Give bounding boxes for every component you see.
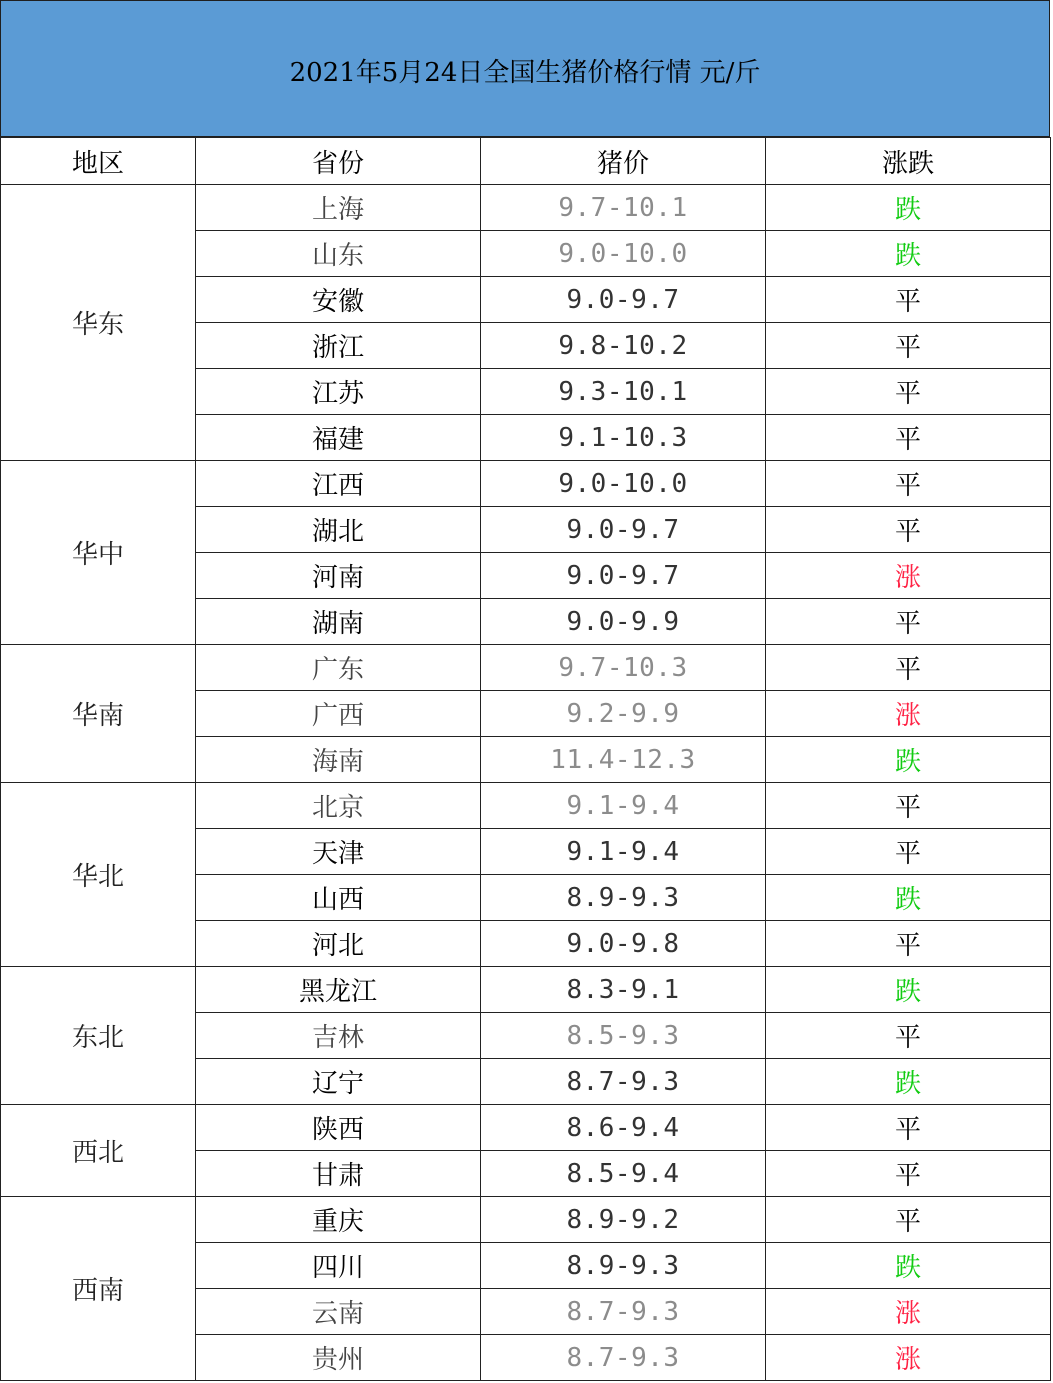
table-row xyxy=(1,783,1051,829)
province-cell: 安徽 xyxy=(196,277,481,323)
province-cell: 吉林 xyxy=(196,1013,481,1059)
province-cell: 海南 xyxy=(196,737,481,783)
change-cell: 平 xyxy=(766,783,1051,829)
price-cell: 8.5-9.3 xyxy=(481,1013,766,1059)
region-cell: 华北 xyxy=(1,783,196,967)
province-cell: 河南 xyxy=(196,553,481,599)
region-cell: 华南 xyxy=(1,645,196,783)
price-cell: 9.0-9.7 xyxy=(481,553,766,599)
province-cell: 江苏 xyxy=(196,369,481,415)
province-cell: 广西 xyxy=(196,691,481,737)
price-cell: 9.2-9.9 xyxy=(481,691,766,737)
price-cell: 9.1-9.4 xyxy=(481,829,766,875)
change-cell: 平 xyxy=(766,599,1051,645)
price-cell: 9.7-10.3 xyxy=(481,645,766,691)
change-cell: 平 xyxy=(766,277,1051,323)
change-cell: 跌 xyxy=(766,875,1051,921)
price-cell: 8.9-9.3 xyxy=(481,875,766,921)
price-cell: 8.3-9.1 xyxy=(481,967,766,1013)
province-cell: 重庆 xyxy=(196,1197,481,1243)
province-cell: 北京 xyxy=(196,783,481,829)
table-row xyxy=(1,645,1051,691)
header-change: 涨跌 xyxy=(766,138,1051,185)
change-cell: 平 xyxy=(766,415,1051,461)
province-cell: 天津 xyxy=(196,829,481,875)
price-cell: 9.8-10.2 xyxy=(481,323,766,369)
change-cell: 平 xyxy=(766,1151,1051,1197)
province-cell: 福建 xyxy=(196,415,481,461)
page-title: 2021年5月24日全国生猪价格行情 元/斤 xyxy=(0,0,1050,137)
region-cell: 华东 xyxy=(1,185,196,461)
price-cell: 9.0-9.8 xyxy=(481,921,766,967)
province-cell: 上海 xyxy=(196,185,481,231)
province-cell: 云南 xyxy=(196,1289,481,1335)
header-price: 猪价 xyxy=(481,138,766,185)
price-cell: 8.7-9.3 xyxy=(481,1289,766,1335)
province-cell: 陕西 xyxy=(196,1105,481,1151)
province-cell: 山东 xyxy=(196,231,481,277)
province-cell: 湖南 xyxy=(196,599,481,645)
province-cell: 江西 xyxy=(196,461,481,507)
region-cell: 华中 xyxy=(1,461,196,645)
price-cell: 9.1-10.3 xyxy=(481,415,766,461)
change-cell: 平 xyxy=(766,323,1051,369)
change-cell: 涨 xyxy=(766,553,1051,599)
change-cell: 平 xyxy=(766,645,1051,691)
header-province: 省份 xyxy=(196,138,481,185)
price-cell: 9.1-9.4 xyxy=(481,783,766,829)
table-row xyxy=(1,461,1051,507)
change-cell: 跌 xyxy=(766,231,1051,277)
change-cell: 平 xyxy=(766,921,1051,967)
price-cell: 9.0-10.0 xyxy=(481,231,766,277)
table-body xyxy=(1,185,1051,1381)
price-cell: 9.0-9.7 xyxy=(481,277,766,323)
table-row xyxy=(1,185,1051,231)
header-region: 地区 xyxy=(1,138,196,185)
table-row xyxy=(1,967,1051,1013)
table-row xyxy=(1,1105,1051,1151)
province-cell: 湖北 xyxy=(196,507,481,553)
change-cell: 涨 xyxy=(766,1289,1051,1335)
table-row xyxy=(1,1197,1051,1243)
price-cell: 9.0-9.7 xyxy=(481,507,766,553)
region-cell: 东北 xyxy=(1,967,196,1105)
province-cell: 广东 xyxy=(196,645,481,691)
province-cell: 山西 xyxy=(196,875,481,921)
change-cell: 涨 xyxy=(766,691,1051,737)
price-cell: 8.7-9.3 xyxy=(481,1335,766,1381)
change-cell: 平 xyxy=(766,1013,1051,1059)
price-cell: 9.0-10.0 xyxy=(481,461,766,507)
change-cell: 跌 xyxy=(766,1243,1051,1289)
change-cell: 平 xyxy=(766,1197,1051,1243)
change-cell: 跌 xyxy=(766,185,1051,231)
price-cell: 11.4-12.3 xyxy=(481,737,766,783)
region-cell: 西北 xyxy=(1,1105,196,1197)
province-cell: 甘肃 xyxy=(196,1151,481,1197)
province-cell: 浙江 xyxy=(196,323,481,369)
change-cell: 跌 xyxy=(766,737,1051,783)
change-cell: 涨 xyxy=(766,1335,1051,1381)
change-cell: 跌 xyxy=(766,1059,1051,1105)
price-cell: 9.0-9.9 xyxy=(481,599,766,645)
price-cell: 8.9-9.2 xyxy=(481,1197,766,1243)
price-cell: 8.9-9.3 xyxy=(481,1243,766,1289)
header-row xyxy=(1,138,1051,185)
price-cell: 8.7-9.3 xyxy=(481,1059,766,1105)
price-cell: 8.5-9.4 xyxy=(481,1151,766,1197)
change-cell: 平 xyxy=(766,507,1051,553)
price-cell: 9.7-10.1 xyxy=(481,185,766,231)
province-cell: 四川 xyxy=(196,1243,481,1289)
region-cell: 西南 xyxy=(1,1197,196,1381)
price-cell: 9.3-10.1 xyxy=(481,369,766,415)
change-cell: 平 xyxy=(766,369,1051,415)
price-cell: 8.6-9.4 xyxy=(481,1105,766,1151)
province-cell: 黑龙江 xyxy=(196,967,481,1013)
province-cell: 辽宁 xyxy=(196,1059,481,1105)
change-cell: 平 xyxy=(766,461,1051,507)
change-cell: 跌 xyxy=(766,967,1051,1013)
province-cell: 河北 xyxy=(196,921,481,967)
province-cell: 贵州 xyxy=(196,1335,481,1381)
change-cell: 平 xyxy=(766,1105,1051,1151)
price-table xyxy=(0,137,1051,1381)
change-cell: 平 xyxy=(766,829,1051,875)
